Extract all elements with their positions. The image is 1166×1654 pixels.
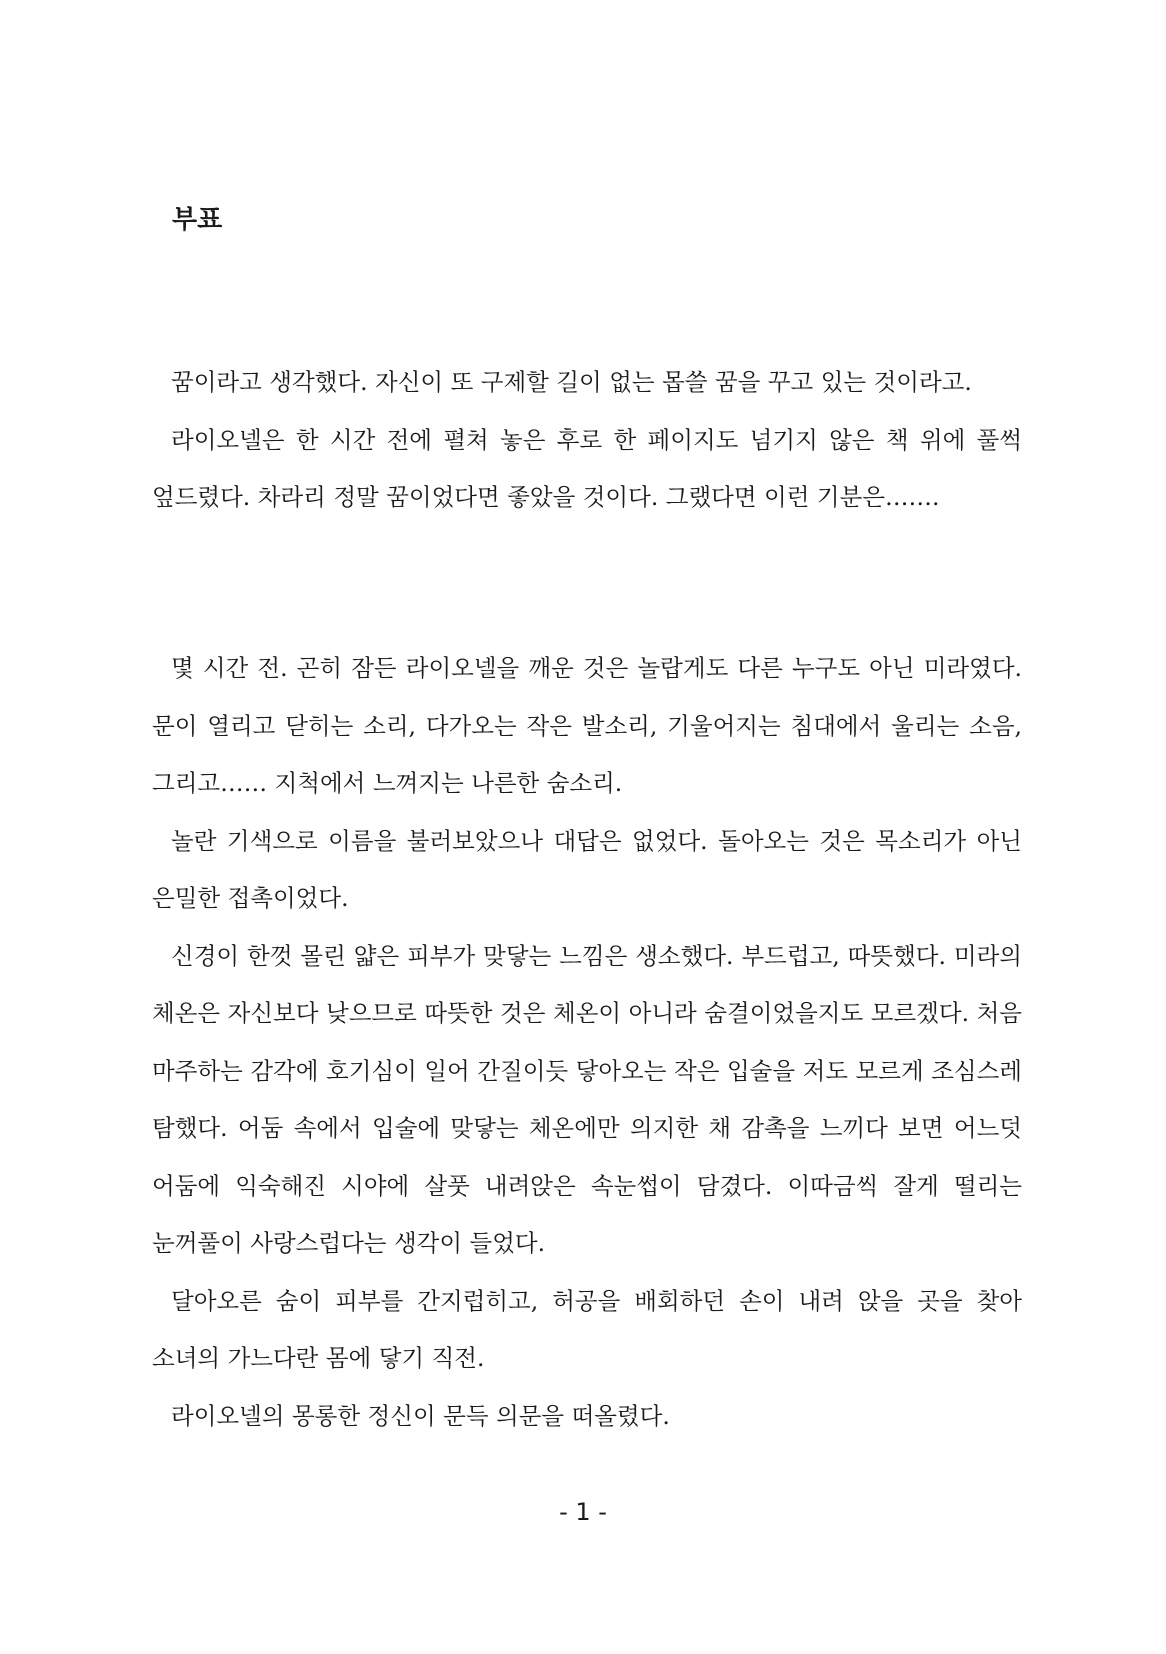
paragraph: 달아오른 숨이 피부를 간지럽히고, 허공을 배회하던 손이 내려 앉을 곳을 찾아 소녀의 가느다란 몸에 닿기 직전. — [152, 1286, 1022, 1372]
text-section-intro — [152, 354, 1022, 527]
paragraph: 몇 시간 전. 곤히 잠든 라이오넬을 깨운 것은 놀랍게도 다른 누구도 아닌 미라였다. 문이 열리고 닫히는 소리, 다가오는 작은 발소리, 기울어지는 침대에서 울리는 소음, 그리고…… 지척에서 느껴지는 나른한 숨소리. — [152, 654, 1022, 797]
paragraph: 신경이 한껏 몰린 얇은 피부가 맞닿는 느낌은 생소했다. 부드럽고, 따뜻했다. 미라의 체온은 자신보다 낮으므로 따뜻한 것은 체온이 아니라 숨결이었을지도 모르겠다. 처음 마주하는 감각에 호기심이 일어 간질이듯 닿아오는 작은 입술을 저도 모르게 조심스레 탐했다. 어둠 속에서 입술에 맞닿는 체온에만 의지한 채 감촉을 느끼다 보면 어느덧 어둠에 익숙해진 시야에 살풋 내려앉은 속눈썹이 담겼다. 이따금씩 잘게 떨리는 눈꺼풀이 사랑스럽다는 생각이 들었다. — [152, 941, 1022, 1257]
paragraph: 라이오넬은 한 시간 전에 펼쳐 놓은 후로 한 페이지도 넘기지 않은 책 위에 풀썩 엎드렸다. 차라리 정말 꿈이었다면 좋았을 것이다. 그랬다면 이런 기분은……. — [152, 425, 1022, 511]
page-number: - 1 - — [559, 1498, 607, 1526]
text-section-main — [152, 640, 1022, 1445]
document-title: 부표 — [172, 205, 223, 235]
paragraph: 놀란 기색으로 이름을 불러보았으나 대답은 없었다. 돌아오는 것은 목소리가 아닌 은밀한 접촉이었다. — [152, 826, 1022, 912]
paragraph: 꿈이라고 생각했다. 자신이 또 구제할 길이 없는 몹쓸 꿈을 꾸고 있는 것이라고. — [171, 368, 972, 396]
paragraph: 라이오넬의 몽롱한 정신이 문득 의문을 떠올렸다. — [171, 1401, 670, 1430]
